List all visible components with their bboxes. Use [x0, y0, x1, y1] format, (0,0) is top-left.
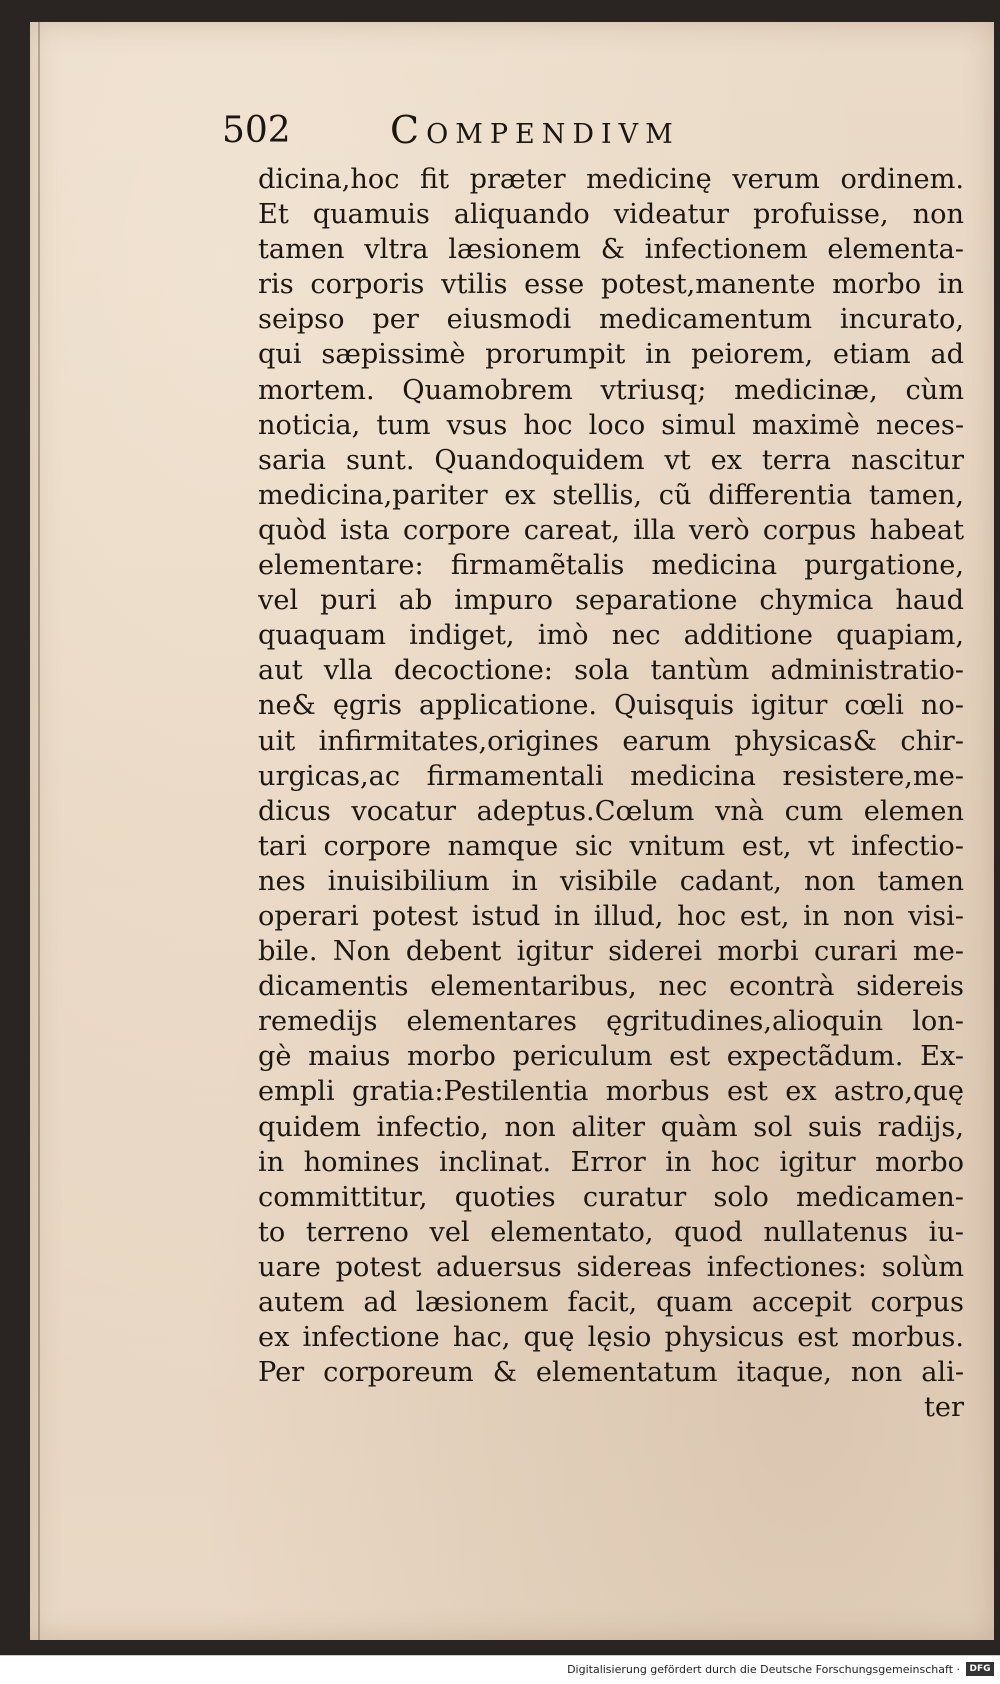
funding-credit: Digitalisierung gefördert durch die Deutsche Forschungsgemeinschaft · — [567, 1663, 960, 1676]
text-line: to terreno vel elementato, quod nullatenus iu- — [258, 1216, 964, 1248]
text-line: uare potest aduersus sidereas infectiones: solùm — [258, 1251, 964, 1283]
catchword: ter — [923, 1392, 964, 1424]
text-line: urgicas,ac firmamentali medicina resistere,me- — [258, 760, 964, 792]
text-line: uit infirmitates,origines earum physicas& chir- — [258, 725, 964, 757]
text-line: aut vlla decoctione: sola tantùm administratio- — [258, 655, 964, 687]
text-line: quidem infectio, non aliter quàm sol suis radijs, — [258, 1111, 964, 1143]
page-header — [222, 96, 962, 156]
text-line: saria sunt. Quandoquidem vt ex terra nascitur — [258, 444, 964, 476]
text-line: committitur, quoties curatur solo medicamen- — [258, 1181, 964, 1213]
text-line: tari corpore namque sic vnitum est, vt infectio- — [258, 830, 964, 862]
text-line: in homines inclinat. Error in hoc igitur morbo — [258, 1146, 964, 1178]
text-line: remedijs elementares ęgritudines,alioquin lon- — [258, 1006, 964, 1038]
text-line: ex infectione hac, quę lęsio physicus est morbus. — [258, 1322, 964, 1354]
text-line: gè maius morbo periculum est expectãdum. Ex- — [258, 1041, 964, 1073]
text-line: ne& ęgris applicatione. Quisquis igitur cœli no- — [258, 690, 964, 722]
text-line: quòd ista corpore careat, illa verò corpus habeat — [258, 514, 964, 546]
page-number: 502 — [222, 110, 291, 151]
text-line: bile. Non debent igitur siderei morbi curari me- — [258, 936, 964, 968]
text-line: dicus vocatur adeptus.Cœlum vnà cum elemen — [258, 795, 964, 827]
text-line: ris corporis vtilis esse potest,manente morbo in — [258, 269, 964, 301]
text-line: autem ad læsionem facit, quam accepit corpus — [258, 1287, 964, 1318]
text-line: quaquam indiget, imò nec additione quapiam, — [258, 620, 964, 652]
text-line: vel puri ab impuro separatione chymica haud — [258, 585, 964, 617]
text-line: medicina,pariter ex stellis, cũ differentia tamen, — [258, 479, 964, 511]
text-line: dicamentis elementaribus, nec econtrà sidereis — [258, 971, 964, 1003]
text-line: dicina,hoc fit præter medicinę verum ordinem. — [258, 164, 964, 195]
page-edge — [38, 22, 40, 1640]
text-line: mortem. Quamobrem vtriusq; medicinæ, cùm — [258, 374, 964, 406]
text-line: Et quamuis aliquando videatur profuisse, non — [258, 199, 964, 231]
text-line: elementare: firmamẽtalis medicina purgatione, — [258, 550, 964, 582]
running-head: Compendivm — [390, 108, 680, 152]
book-page — [30, 22, 994, 1640]
text-line: tamen vltra læsionem & infectionem elementa- — [258, 234, 964, 266]
text-line: noticia, tum vsus hoc loco simul maximè neces- — [258, 409, 964, 441]
text-line: nes inuisibilium in visibile cadant, non tamen — [258, 865, 964, 897]
dfg-logo: DFG — [966, 1662, 994, 1676]
text-line: operari potest istud in illud, hoc est, in non visi- — [258, 900, 964, 932]
body-text — [258, 162, 964, 1425]
text-line: seipso per eiusmodi medicamentum incurato, — [258, 304, 964, 336]
text-line: Per corporeum & elementatum itaque, non ali- — [258, 1357, 964, 1389]
text-line: empli gratia:Pestilentia morbus est ex astro,quę — [258, 1076, 964, 1108]
digitization-footer — [0, 1655, 1000, 1684]
text-line: qui sæpissimè prorumpit in peiorem, etiam ad — [258, 339, 964, 371]
